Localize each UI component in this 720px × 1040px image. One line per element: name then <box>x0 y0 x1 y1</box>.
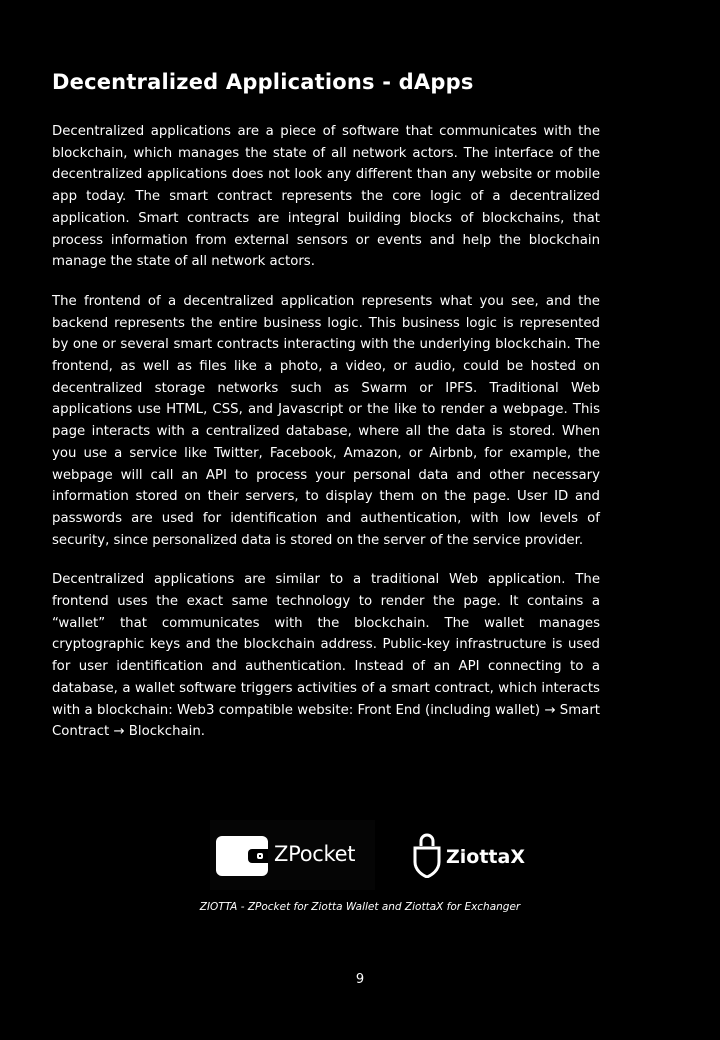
figure-caption: ZIOTTA - ZPocket for Ziotta Wallet and ZiottaX for Exchanger <box>199 901 521 913</box>
wallet-clasp <box>257 853 263 859</box>
zpocket-wordmark: ZPocket <box>274 842 356 866</box>
page-title: Decentralized Applications - dApps <box>52 70 474 94</box>
zpocket-logo <box>210 820 375 890</box>
page-number: 9 <box>355 972 365 987</box>
logo-row <box>210 820 530 890</box>
ziottax-logo <box>410 830 530 880</box>
paragraph-frontend-backend: The frontend of a decentralized application represents what you see, and the backend represents the entire business logic. This business logic is represented by one or several smart contracts interacting with the underlying blockchain. The frontend, as well as files like a photo, a video, or audio, could be hosted on decentralized storage networks such as Swarm or IPFS. Traditional Web applications use HTML, CSS, and Javascript or the like to render a webpage. This page interacts with a centralized database, where all the data is stored. When you use a service like Twitter, Facebook, Amazon, or Airbnb, for example, the webpage will call an API to process your personal data and other necessary information stored on their servers, to display them on the page. User ID and passwords are used for identification and authentication, with low levels of security, since personalized data is stored on the server of the service provider. <box>52 293 600 548</box>
paragraph-intro: Decentralized applications are a piece of software that communicates with the blockchain, which manages the state of all network actors. The interface of the decentralized applications does not look any different than any website or mobile app today. The smart contract represents the core logic of a decentralized application. Smart contracts are integral building blocks of blockchains, that process information from external sensors or events and help the blockchain manage the state of all network actors. <box>52 124 600 270</box>
shield-icon <box>412 832 442 878</box>
body-content <box>52 121 600 761</box>
paragraph-dapp-comparison: Decentralized applications are similar to a traditional Web application. The frontend uses the exact same technology to render the page. It contains a “wallet” that communicates with the blockchain. The wallet manages cryptographic keys and the blockchain address. Public-key infrastructure is used for user identification and authentication. Instead of an API connecting to a database, a wallet software triggers activities of a smart contract, which interacts with a blockchain: Web3 compatible website: Front End (including wallet) → Smart Contract → Blockchain. <box>52 572 600 740</box>
wallet-icon <box>216 836 268 876</box>
ziottax-wordmark: ZiottaX <box>446 846 525 868</box>
